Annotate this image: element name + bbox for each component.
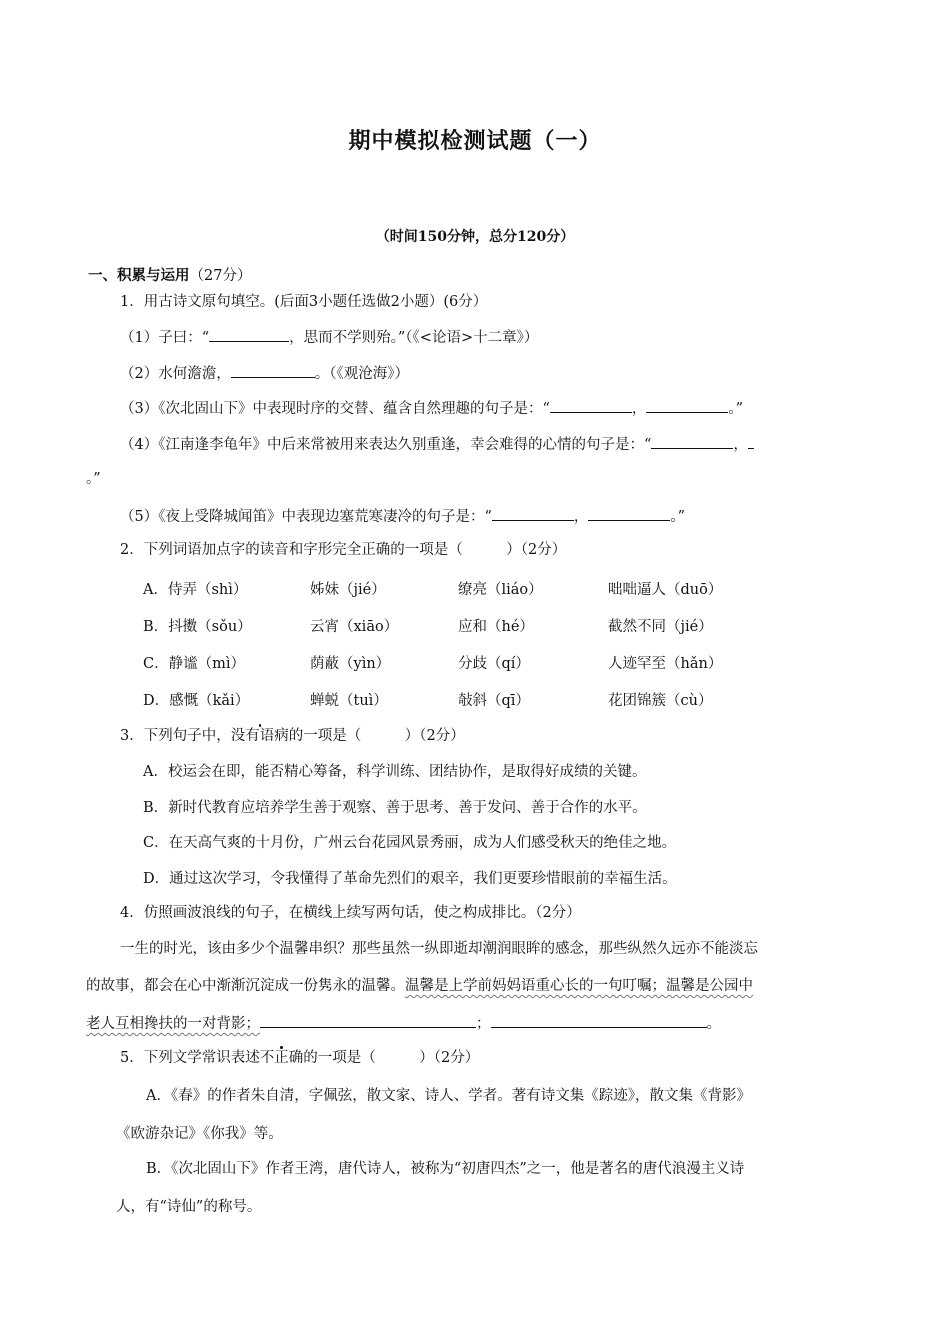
q2-stem: 2．下列词语加点字的读音和字形完全正确的一项是（ ）（2分）	[120, 542, 567, 558]
q3-stem	[120, 726, 465, 746]
section-score: （27分）	[189, 268, 252, 284]
q3-stem-text-a: 3．下列句子中，	[120, 728, 231, 744]
period: 。	[706, 1016, 721, 1032]
q4-stem: 4．仿照画波浪线的句子，在横线上续写两句话，使之构成排比。（2分）	[120, 905, 581, 921]
answer-blank[interactable]	[231, 363, 315, 378]
q3-option-d: D．通过这次学习，令我懂得了革命先烈们的艰辛，我们更要珍惜眼前的幸福生活。	[143, 871, 677, 887]
q3-option-a: A．校运会在即，能否精心筹备，科学训练、团结协作，是取得好成绩的关键。	[143, 764, 647, 780]
q4-passage-line-2	[86, 976, 753, 996]
q2-option-cell: 人迹罕至（hǎn）	[608, 656, 723, 672]
q2-option-cell: D．感慨（kǎi）	[143, 693, 250, 709]
q2-option-cell: A．侍弄（shì）	[143, 582, 248, 598]
q2-option-cell: 姊妹（jié）	[310, 582, 386, 598]
q1-item-1	[120, 327, 538, 348]
answer-blank[interactable]	[550, 398, 632, 413]
answer-blank[interactable]	[748, 434, 754, 449]
q1-item-4-continued: 。”	[86, 471, 101, 487]
answer-blank[interactable]	[588, 506, 670, 521]
q1-item-2-text-b: 。（《观沧海》）	[314, 366, 409, 382]
q4-passage-text: 的故事，都会在心中渐渐沉淀成一份隽永的温馨。	[86, 978, 405, 994]
q1-item-2	[120, 363, 409, 384]
q3-stem-text-b: 的一项是（ ）（2分）	[288, 728, 465, 744]
section-label: 一、积累与运用	[88, 267, 190, 284]
q5-option-a-line-2: 《欧游杂记》《你我》等。	[116, 1126, 283, 1142]
q2-option-cell: 截然不同（jié）	[608, 619, 713, 635]
q5-stem-text-b: 的一项是（ ）（2分）	[303, 1050, 480, 1066]
section-heading	[88, 266, 251, 286]
q4-passage-line-3	[86, 1013, 721, 1034]
q5-stem-text-a: 5．下列文学常识表述	[120, 1050, 260, 1066]
q2-option-cell: C．静谧（mì）	[143, 656, 245, 672]
q2-option-cell: 应和（hé）	[458, 619, 534, 635]
q5-option-b-line-1: B．《次北固山下》作者王湾，唐代诗人，被称为“初唐四杰”之一，他是著名的唐代浪漫主义诗	[146, 1161, 745, 1177]
q1-item-4-text-b: ，	[733, 437, 748, 453]
q1-item-5-text-a: （5）《夜上受降城闻笛》中表现边塞荒寒凄冷的句子是：“	[120, 509, 492, 525]
wavy-underlined-text: 温馨是上学前妈妈语重心长的一句叮嘱；温馨是公园中	[405, 978, 753, 994]
answer-blank[interactable]	[209, 327, 289, 342]
q1-item-3-text-b: ，	[631, 401, 647, 417]
separator: ；	[476, 1016, 491, 1032]
q2-option-cell: 缭亮（liáo）	[458, 582, 543, 598]
q5-stem	[120, 1048, 479, 1068]
q4-passage-line-1: 一生的时光，该由多少个温馨串织？那些虽然一纵即逝却潮润眼眸的感念，那些纵然久远亦不能淡忘	[120, 941, 758, 957]
exam-time-info: （时间150分钟，总分120分）	[375, 229, 575, 245]
q1-item-4-text-a: （4）《江南逢李龟年》中后来常被用来表达久别重逢，幸会难得的心情的句子是：“	[120, 437, 652, 453]
q2-option-cell: 云宵（xiāo）	[310, 619, 399, 635]
q5-option-a-line-1: A．《春》的作者朱自清，字佩弦，散文家、诗人、学者。著有诗文集《踪迹》，散文集《背影》	[146, 1088, 751, 1104]
q2-option-cell: 荫蔽（yìn）	[310, 656, 391, 672]
q1-stem: 1．用古诗文原句填空。(后面3小题任选做2小题）(6分）	[120, 294, 488, 310]
emphasis-dotted-text: 不正确	[259, 1050, 304, 1066]
q1-item-3-text-a: （3）《次北固山下》中表现时序的交替、蕴含自然理趣的句子是：“	[120, 401, 550, 417]
q2-option-cell: 敧斜（qī）	[458, 693, 530, 709]
q2-option-cell: B．抖擞（sǒu）	[143, 619, 252, 635]
answer-blank[interactable]	[492, 506, 574, 521]
answer-blank[interactable]	[260, 1013, 476, 1028]
q2-option-cell: 蝉蜕（tuì）	[310, 693, 388, 709]
q1-item-2-text-a: （2）水何澹澹，	[120, 366, 231, 382]
page-title: 期中模拟检测试题（一）	[348, 129, 602, 154]
answer-blank[interactable]	[646, 398, 728, 413]
q1-item-1-text-b: ，思而不学则殆。”（《<论语>十二章》）	[289, 330, 539, 346]
q2-option-cell: 花团锦簇（cù）	[608, 693, 713, 709]
q2-option-cell: 分歧（qí）	[458, 656, 530, 672]
q1-item-3-text-c: 。”	[728, 401, 744, 417]
answer-blank[interactable]	[491, 1013, 707, 1028]
q2-option-cell: 咄咄逼人（duō）	[608, 582, 723, 598]
wavy-underlined-text: 老人互相搀扶的一对背影；	[86, 1016, 260, 1032]
q3-option-b: B．新时代教育应培养学生善于观察、善于思考、善于发问、善于合作的水平。	[143, 800, 647, 816]
q1-item-1-text-a: （1）子曰：“	[120, 330, 210, 346]
q1-item-5	[120, 506, 685, 527]
q1-item-5-text-c: 。”	[670, 509, 686, 525]
q1-item-3	[120, 398, 743, 419]
q1-item-4	[120, 434, 754, 455]
q5-option-b-line-2: 人，有“诗仙”的称号。	[116, 1199, 262, 1215]
answer-blank[interactable]	[651, 434, 733, 449]
emphasis-dotted-text: 没有语病	[230, 728, 289, 744]
q1-item-5-text-b: ，	[573, 509, 589, 525]
q3-option-c: C．在天高气爽的十月份，广州云台花园风景秀丽，成为人们感受秋天的绝佳之地。	[143, 835, 677, 851]
